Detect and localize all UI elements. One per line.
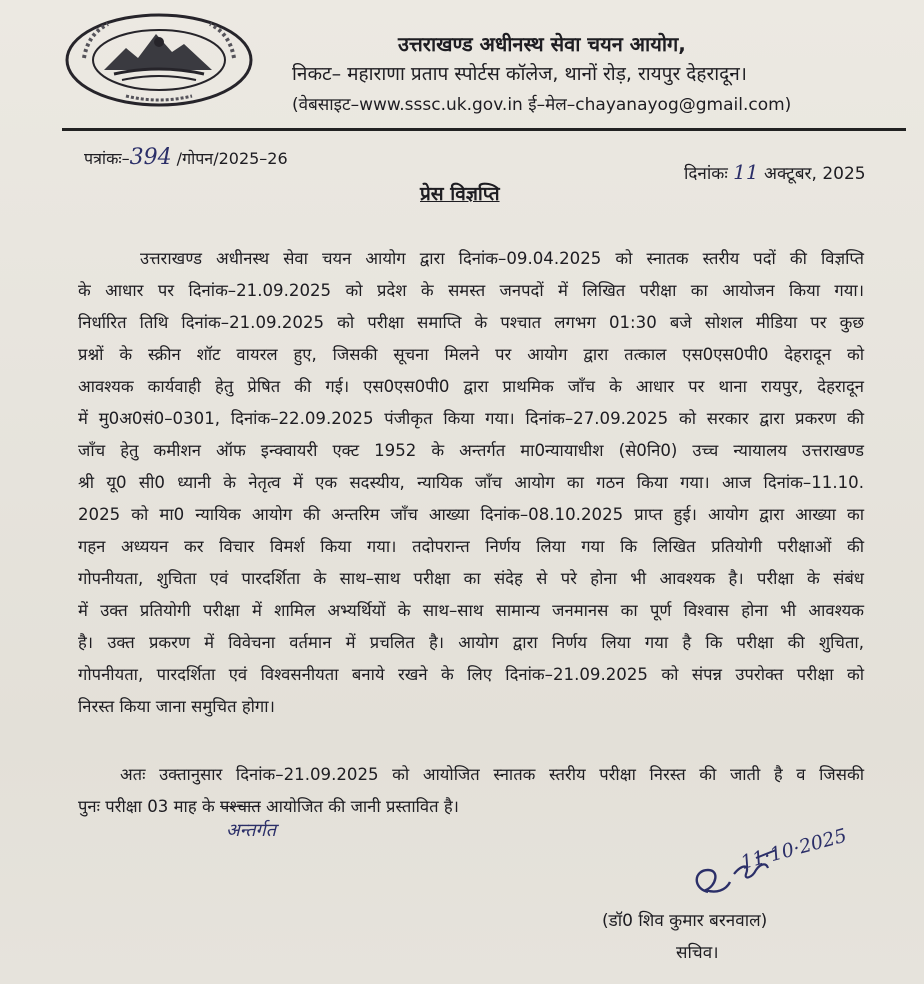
- letter-date: [684, 160, 866, 184]
- body-line: में उक्त प्रतियोगी परीक्षा में शामिल अभ्यर्थियों के साथ–साथ सामान्य जनमानस का पूर्ण विश्वास होना भी आवश्यक: [78, 601, 864, 620]
- reference-suffix: /गोपन/2025–26: [171, 149, 288, 168]
- line-text-before: पुनः परीक्षा 03 माह के: [78, 797, 220, 816]
- header-divider: [62, 128, 906, 131]
- body-line: है। उक्त प्रकरण में विवेचना वर्तमान में प्रचलित है। आयोग द्वारा निर्णय लिया गया है कि परीक्षा की शुचिता,: [78, 633, 864, 652]
- body-line: श्री यू0 सी0 ध्यानी के नेतृत्व में एक सदस्यीय, न्यायिक जाँच आयोग का गठन किया गया। आज दिनांक–11.10.: [78, 473, 864, 492]
- date-handwritten-day: 11: [733, 160, 759, 184]
- body-line: 2025 को मा0 न्यायिक आयोग की अन्तरिम जाँच आख्या दिनांक–08.10.2025 प्राप्त हुई। आयोग द्वारा आख्या का: [78, 505, 864, 524]
- body-line: अतः उक्तानुसार दिनांक–21.09.2025 को आयोजित स्नातक स्तरीय परीक्षा निरस्त की जाती है व जिसकी: [120, 765, 864, 784]
- body-line: गहन अध्ययन कर विचार विमर्श किया गया। तदोपरान्त निर्णय लिया गया कि लिखित प्रतियोगी परीक्षाओं की: [78, 537, 864, 556]
- struck-out-word: पश्चात: [219, 797, 261, 816]
- body-line: प्रश्नों के स्क्रीन शॉट वायरल हुए, जिसकी सूचना मिलने पर आयोग द्वारा तत्काल एस0एस0पी0 देहरादून को: [78, 345, 864, 364]
- body-line: आवश्यक कार्यवाही हेतु प्रेषित की गई। एस0एस0पी0 द्वारा प्राथमिक जाँच के आधार पर थाना रायपुर, देहरादून: [78, 377, 864, 396]
- reference-prefix: पत्रांकः–: [84, 149, 130, 168]
- date-prefix: दिनांकः: [684, 164, 734, 184]
- body-line: जाँच हेतु कमीशन ऑफ इन्क्वायरी एक्ट 1952 के अन्तर्गत मा0न्यायाधीश (से0नि0) उच्च न्यायालय उत्तराखण्ड: [78, 441, 864, 460]
- body-line: [78, 794, 864, 817]
- organization-contact: (वेबसाइट–www.sssc.uk.gov.in ई–मेल–chayanayog@gmail.com): [292, 95, 792, 115]
- handwritten-signature-date: 11·10·2025: [738, 824, 850, 874]
- body-line: निरस्त किया जाना समुचित होगा।: [78, 697, 275, 716]
- line-text-after: आयोजित की जानी प्रस्तावित है।: [260, 797, 459, 816]
- body-line: में मु0अ0सं0–0301, दिनांक–22.09.2025 पंजीकृत किया गया। दिनांक–27.09.2025 को सरकार द्वारा प्रकरण की: [78, 409, 864, 428]
- organization-name: उत्तराखण्ड अधीनस्थ सेवा चयन आयोग,: [398, 32, 686, 56]
- organization-address: निकट– महाराणा प्रताप स्पोर्टस कॉलेज, थानों रोड़, रायपुर देहरादून।: [292, 63, 747, 85]
- body-line: गोपनीयता, पारदर्शिता एवं विश्वसनीयता बनाये रखने के लिए दिनांक–21.09.2025 को संपन्न उपरोक्त परीक्षा को: [78, 665, 864, 684]
- signatory-designation: सचिव।: [676, 943, 719, 963]
- body-line: के आधार पर दिनांक–21.09.2025 को प्रदेश के समस्त जनपदों में लिखित परीक्षा का आयोजन किया गया।: [78, 281, 864, 300]
- handwritten-correction: अन्तर्गत: [226, 820, 276, 841]
- body-line: गोपनीयता, शुचिता एवं पारदर्शिता के साथ–साथ परीक्षा का संदेह से परे होना भी आवश्यक है। परीक्षा के संबंध: [78, 569, 864, 588]
- body-line: उत्तराखण्ड अधीनस्थ सेवा चयन आयोग द्वारा दिनांक–09.04.2025 को स्नातक स्तरीय पदों की विज्ञप्ति: [140, 249, 864, 268]
- body-line: निर्धारित तिथि दिनांक–21.09.2025 को परीक्षा समाप्ति के पश्चात लगभग 01:30 बजे सोशल मीडिया पर कुछ: [78, 313, 864, 332]
- document-title: प्रेस विज्ञप्ति: [420, 183, 500, 205]
- commission-seal-logo: [64, 12, 254, 108]
- reference-number: [84, 145, 288, 170]
- reference-handwritten-number: 394: [129, 145, 172, 170]
- date-rest: अक्टूबर, 2025: [758, 164, 866, 184]
- signatory-name: (डॉ0 शिव कुमार बरनवाल): [602, 911, 768, 931]
